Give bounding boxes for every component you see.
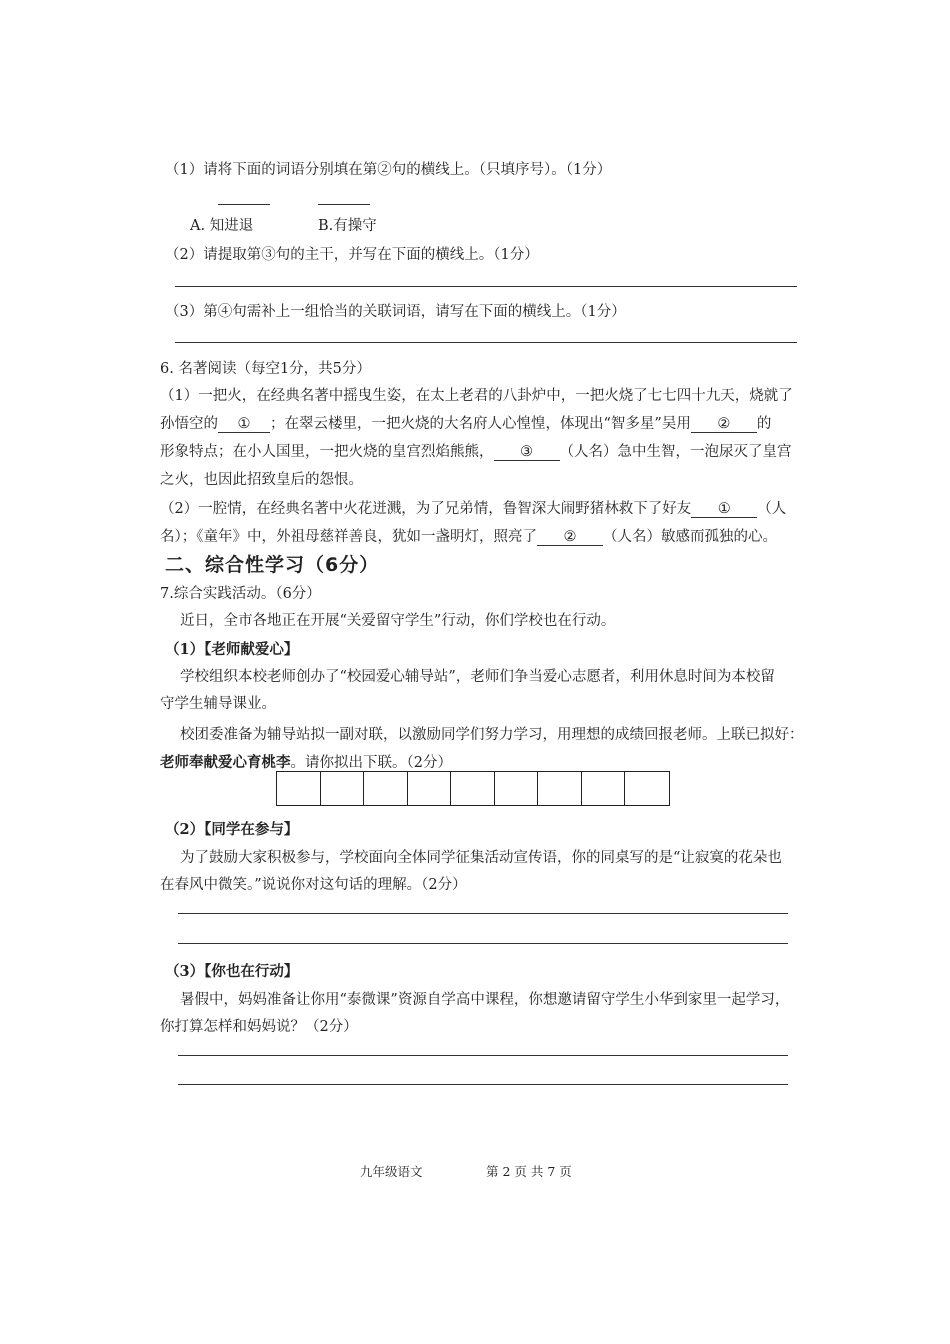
q7-sub2-line2: 在春风中微笑。”说说你对这句话的理解。（2分） [160,877,467,893]
q6-blank-2[interactable]: ② [691,416,757,433]
q6-blank-3[interactable]: ③ [494,444,560,461]
q6-s1-text: 形象特点；在小人国里，一把火烧的皇宫烈焰熊熊， [160,444,494,460]
couplet-answer-grid [276,771,670,806]
q5-option-b: B.有操守 [318,218,377,234]
q6-title: 6. 名著阅读（每空1分，共5分） [160,361,371,377]
q6-s1-line4: 之火，也因此招致皇后的怨恨。 [160,472,363,488]
q7-sub1-p2-line1: 校团委准备为辅导站拟一副对联，以激励同学们努力学习，用理想的成绩回报老师。上联已拟好： [180,727,804,743]
q6-s1-text: ；在翠云楼里，一把火烧的大名府人心惶惶，体现出“智多星”吴用 [270,416,691,432]
q6-s1-text: （人名）急中生智，一泡尿灭了皇宫 [559,444,792,460]
q5-answer-line-2[interactable] [318,204,370,205]
q5-answer-line-1[interactable] [218,204,270,205]
q7-title: 7.综合实践活动。（6分） [160,586,321,602]
q5-subq3: （3）第④句需补上一组恰当的关联词语，请写在下面的横线上。（1分） [165,304,626,320]
q7-sub1-p1-line2: 守学生辅导课业。 [160,696,276,712]
section-heading: 二、综合性学习（6分） [165,554,380,576]
q7-sub1-p1-line1: 学校组织本校老师创办了“校园爱心辅导站”，老师们争当爱心志愿者，利用休息时间为本校留 [180,669,775,685]
q7-sub1-p2-line2 [160,751,452,772]
q7-sub2-answer-line-1[interactable] [178,913,788,914]
q6-s1-line3 [160,440,792,461]
answer-box[interactable] [625,772,669,805]
answer-box[interactable] [451,772,495,805]
answer-box[interactable] [408,772,452,805]
q7-sub1-instruction: 。请你拟出下联。（2分） [290,755,452,771]
q6-s2-text: （人 [757,501,787,517]
q5-subq1: （1）请将下面的词语分别填在第②句的横线上。（只填序号）。（1分） [165,162,612,178]
q7-sub3-line2: 你打算怎样和妈妈说？（2分） [160,1019,358,1035]
q6-s1-text: 的 [756,416,772,432]
answer-box[interactable] [364,772,408,805]
q6-s2-blank-1[interactable]: ① [691,501,757,518]
q5-option-a: A. 知进退 [190,218,254,234]
q6-s1-line2 [160,412,771,433]
q5-subq2: （2）请提取第③句的主干，并写在下面的横线上。（1分） [165,247,539,263]
q6-s1-line1: （1）一把火，在经典名著中摇曳生姿，在太上老君的八卦炉中，一把火烧了七七四十九天，烧就了 [160,388,793,404]
q7-sub3-line1: 暑假中，妈妈准备让你用“泰微课”资源自学高中课程，你想邀请留守学生小华到家里一起学习， [180,992,790,1008]
q6-s2-blank-2[interactable]: ② [537,529,603,546]
answer-box[interactable] [321,772,365,805]
footer-subject: 九年级语文 [360,1164,423,1179]
q7-sub3-answer-line-2[interactable] [178,1084,788,1085]
q7-sub2-line1: 为了鼓励大家积极参与，学校面向全体同学征集活动宣传语，你的同桌写的是“让寂寞的花朵也 [180,850,782,866]
q7-sub3-label: （3）【你也在行动】 [165,963,299,980]
q6-s2-text: （人名）敏感而孤独的心。 [603,529,777,545]
q6-blank-1[interactable]: ① [218,416,270,433]
q6-s2-line2 [160,525,777,546]
q6-s1-text: 孙悟空的 [160,416,218,432]
q5-subq2-answer-line[interactable] [175,286,797,287]
answer-box[interactable] [582,772,626,805]
q7-sub2-label: （2）【同学在参与】 [165,821,299,838]
q7-intro: 近日，全市各地正在开展“关爱留守学生”行动，你们学校也在行动。 [180,613,616,629]
q6-s2-line1 [160,497,786,518]
couplet-first-line: 老师奉献爱心育桃李 [160,754,291,771]
q7-sub3-answer-line-1[interactable] [178,1055,788,1056]
q7-sub2-answer-line-2[interactable] [178,943,788,944]
q5-subq3-answer-line[interactable] [175,342,797,343]
answer-box[interactable] [538,772,582,805]
answer-box[interactable] [495,772,539,805]
q6-s2-text: 名）；《童年》中，外祖母慈祥善良，犹如一盏明灯，照亮了 [160,529,537,545]
footer-page-number: 第 2 页 共 7 页 [486,1164,572,1179]
q6-s2-text: （2）一腔情，在经典名著中火花迸溅，为了兄弟情，鲁智深大闹野猪林救下了好友 [160,501,692,517]
q7-sub1-label: （1）【老师献爱心】 [165,641,299,658]
answer-box[interactable] [277,772,321,805]
